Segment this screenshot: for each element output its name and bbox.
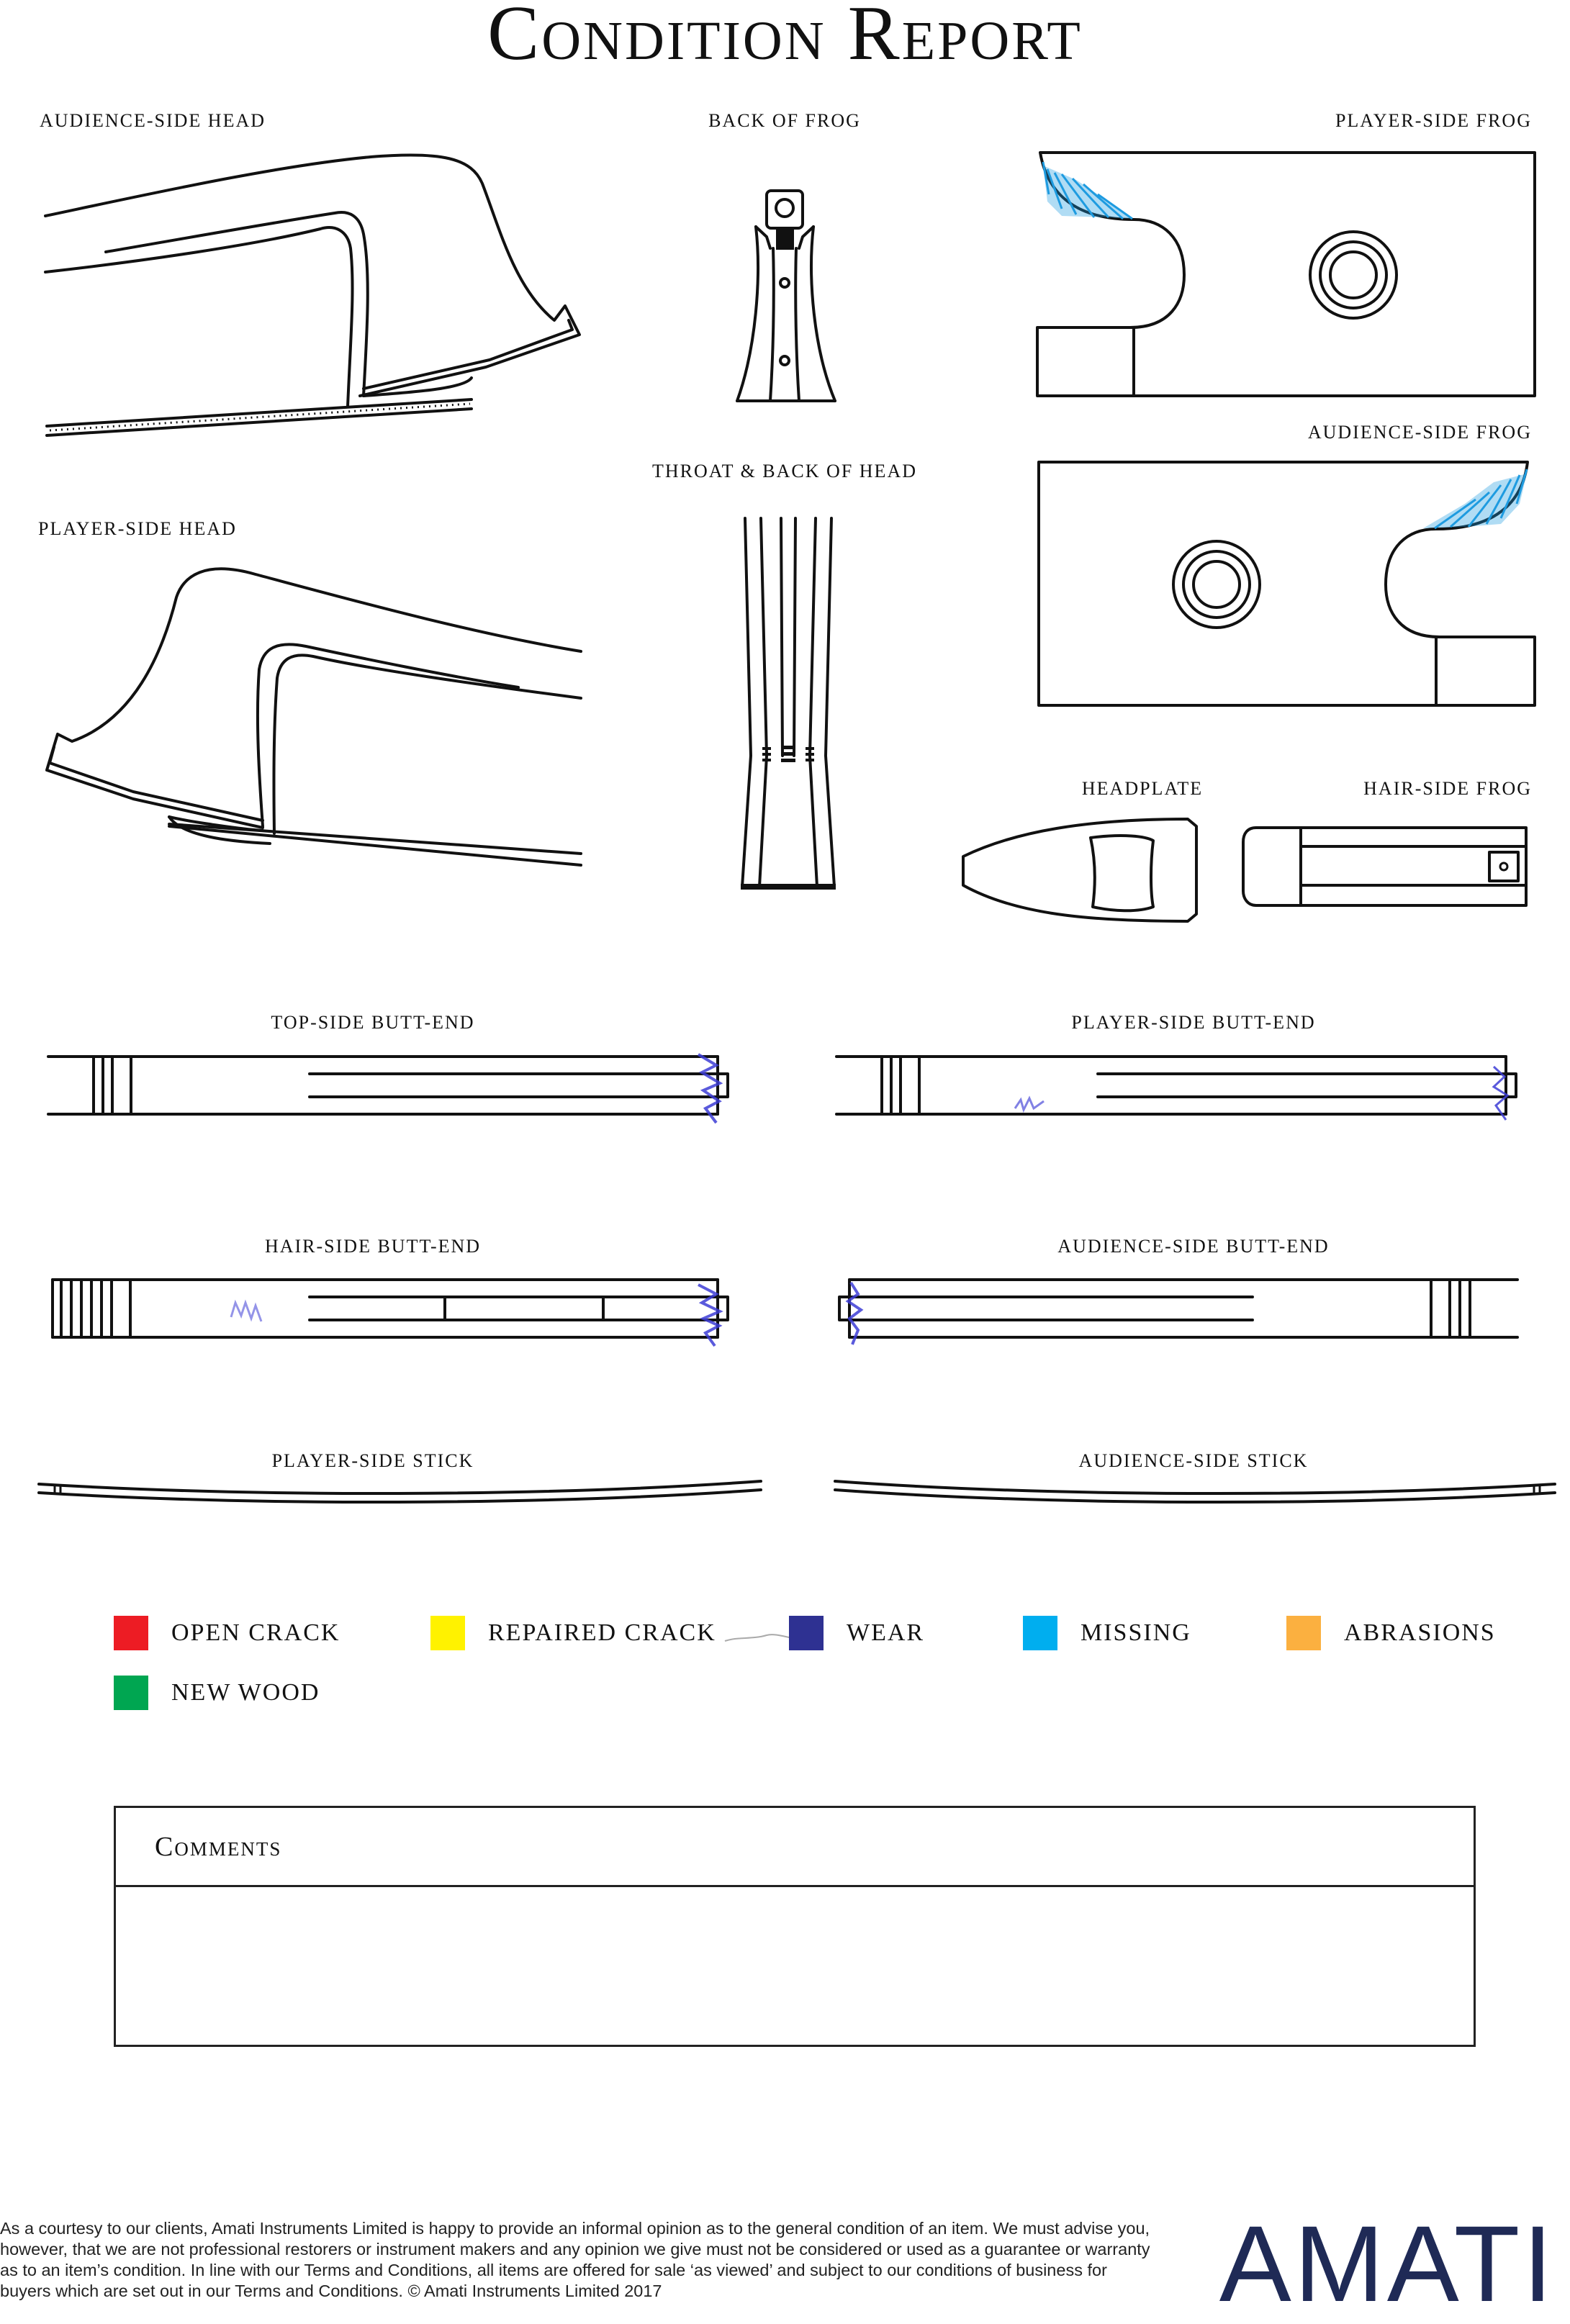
legend-open-crack: [114, 1616, 340, 1650]
label-audience-side-stick: AUDIENCE-SIDE STICK: [1078, 1450, 1309, 1471]
label-hair-side-butt-end: HAIR-SIDE BUTT-END: [264, 1236, 482, 1257]
hair-side-frog-drawing: [1242, 826, 1530, 913]
comments-heading: Comments: [116, 1808, 1474, 1887]
audience-side-head-drawing: [40, 144, 587, 453]
legend-label: OPEN CRACK: [171, 1619, 340, 1646]
label-audience-side-head: AUDIENCE-SIDE HEAD: [40, 110, 266, 131]
top-side-butt-end-drawing: [47, 1051, 731, 1130]
legend-label: REPAIRED CRACK: [488, 1619, 716, 1646]
label-throat-back-of-head: THROAT & BACK OF HEAD: [652, 461, 917, 481]
amati-logo: AMATI: [1219, 2203, 1556, 2324]
label-audience-side-frog: AUDIENCE-SIDE FROG: [1307, 422, 1532, 443]
label-player-side-head: PLAYER-SIDE HEAD: [38, 518, 237, 539]
comments-field[interactable]: [116, 1887, 1474, 2045]
swatch-open-crack: [114, 1616, 148, 1650]
audience-side-stick-drawing: [831, 1475, 1558, 1511]
swatch-missing: [1023, 1616, 1057, 1650]
player-side-head-drawing: [40, 554, 587, 885]
legend-repaired-crack: [430, 1616, 716, 1650]
legend-new-wood: [114, 1676, 320, 1710]
stray-scribble: [723, 1632, 795, 1647]
legend-missing: [1023, 1616, 1191, 1650]
swatch-repaired-crack: [430, 1616, 465, 1650]
swatch-new-wood: [114, 1676, 148, 1710]
player-side-butt-end-drawing: [835, 1051, 1519, 1130]
page-title: Condition Report: [487, 0, 1083, 76]
audience-side-butt-end-drawing: [835, 1274, 1519, 1353]
disclaimer-text: As a courtesy to our clients, Amati Instruments Limited is happy to provide an informal opinion as to the general condition of an item. We must advise you, however, that we are not professional restorers or instrument makers and any opinion we give must not be considered or used as a guarantee or warranty as to an item’s condition. In line with our Terms and Conditions, all items are offered for sale ‘as viewed’ and subject to our conditions of business for buyers which are set out in our Terms and Conditions. © Amati Instruments Limited 2017: [0, 2219, 1150, 2300]
label-audience-side-butt-end: AUDIENCE-SIDE BUTT-END: [1057, 1236, 1330, 1257]
comments-box: [114, 1806, 1476, 2047]
label-player-side-stick: PLAYER-SIDE STICK: [271, 1450, 474, 1471]
audience-side-frog-drawing: [1033, 461, 1537, 709]
legend-abrasions: [1286, 1616, 1496, 1650]
legend-label: ABRASIONS: [1344, 1619, 1496, 1646]
label-player-side-frog: PLAYER-SIDE FROG: [1335, 110, 1532, 131]
swatch-wear: [789, 1616, 824, 1650]
throat-back-of-head-drawing: [731, 518, 846, 892]
player-side-frog-drawing: [1033, 151, 1537, 399]
label-top-side-butt-end: TOP-SIDE BUTT-END: [271, 1012, 475, 1033]
back-of-frog-drawing: [727, 191, 849, 407]
headplate-drawing: [957, 813, 1202, 928]
label-headplate: HEADPLATE: [1081, 778, 1204, 799]
legend-wear: [789, 1616, 924, 1650]
player-side-stick-drawing: [37, 1475, 764, 1511]
label-player-side-butt-end: PLAYER-SIDE BUTT-END: [1071, 1012, 1316, 1033]
legend-label: MISSING: [1080, 1619, 1191, 1646]
legend-label: WEAR: [847, 1619, 925, 1646]
swatch-abrasions: [1286, 1616, 1321, 1650]
hair-side-butt-end-drawing: [47, 1274, 731, 1353]
label-back-of-frog: BACK OF FROG: [708, 110, 861, 131]
legend-label: NEW WOOD: [171, 1679, 320, 1706]
label-hair-side-frog: HAIR-SIDE FROG: [1363, 778, 1532, 799]
